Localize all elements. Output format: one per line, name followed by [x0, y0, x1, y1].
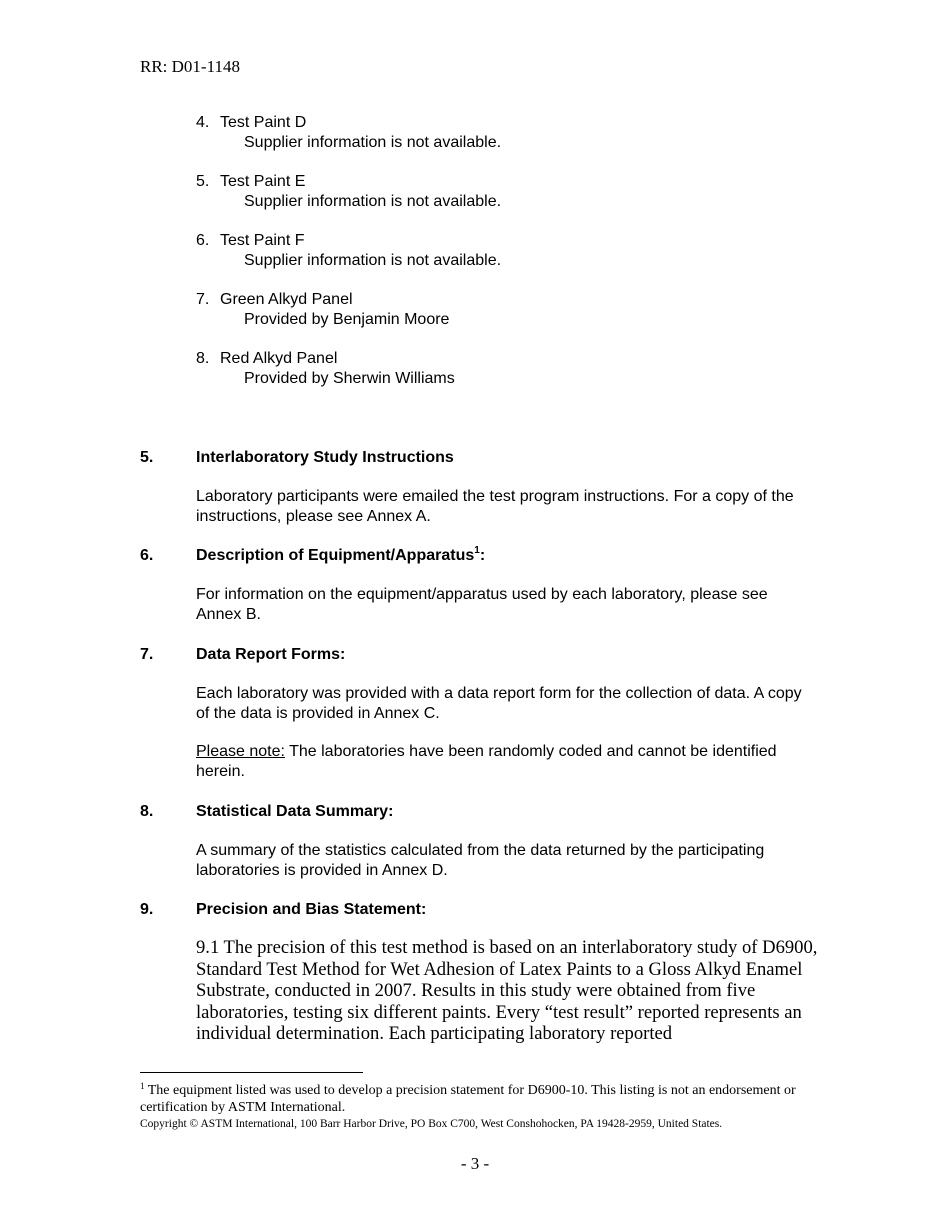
footnote-marker: 1	[140, 1081, 145, 1091]
section-9-body: 9.1 The precision of this test method is based on an interlaboratory study of D6900, Standard Test Method for Wet Adhesion of Latex Paints to a Gloss Alkyd Enamel Substrate, conducted in 2007. Results in this study were obtained from five laboratories, testing six different paints. Every “test result” reported represents an individual determination. Each participating laboratory reported	[196, 937, 818, 1045]
section-8-number: 8.	[140, 803, 154, 820]
section-6-number: 6.	[140, 547, 154, 564]
document-header: RR: D01-1148	[140, 57, 240, 76]
note-body: The laboratories have been randomly coded and cannot be identified herein.	[196, 743, 777, 780]
item-supplier: Provided by Sherwin Williams	[244, 370, 455, 387]
section-8-body: A summary of the statistics calculated from the data returned by the participating laboratories is provided in Annex D.	[196, 842, 765, 879]
item-number: 5.	[196, 173, 210, 190]
section-7-body: Each laboratory was provided with a data report form for the collection of data. A copy of the data is provided in Annex C.	[196, 685, 802, 722]
section-7-title: Data Report Forms:	[196, 646, 346, 663]
item-number: 8.	[196, 350, 210, 367]
section-9-number: 9.	[140, 901, 154, 918]
item-number: 4.	[196, 114, 210, 131]
section-6-title	[196, 546, 485, 566]
item-supplier: Supplier information is not available.	[244, 252, 502, 269]
item-supplier: Supplier information is not available.	[244, 134, 502, 151]
copyright-notice: Copyright © ASTM International, 100 Barr Harbor Drive, PO Box C700, West Conshohocken, PA 19428-2959, United States.	[140, 1118, 723, 1130]
item-title: Red Alkyd Panel	[220, 350, 338, 367]
item-title: Green Alkyd Panel	[220, 291, 353, 308]
item-title: Test Paint D	[220, 114, 307, 131]
section-6-body: For information on the equipment/apparatus used by each laboratory, please see Annex B.	[196, 586, 768, 623]
item-supplier: Supplier information is not available.	[244, 193, 502, 210]
section-8-title: Statistical Data Summary:	[196, 803, 394, 820]
footnote-text: The equipment listed was used to develop a precision statement for D6900-10. This listing is not an endorsement or certification by ASTM International.	[140, 1083, 796, 1115]
section-9-title: Precision and Bias Statement:	[196, 901, 427, 918]
item-supplier: Provided by Benjamin Moore	[244, 311, 450, 328]
item-number: 7.	[196, 291, 210, 308]
section-7-note	[196, 742, 816, 782]
section-5-body: Laboratory participants were emailed the test program instructions. For a copy of the instructions, please see Annex A.	[196, 488, 794, 525]
page-number: - 3 -	[460, 1154, 490, 1173]
item-title: Test Paint E	[220, 173, 306, 190]
section-7-number: 7.	[140, 646, 154, 663]
item-number: 6.	[196, 232, 210, 249]
footnote-reference: 1	[474, 545, 480, 556]
footnote	[140, 1082, 800, 1116]
note-label: Please note:	[196, 743, 285, 760]
section-5-number: 5.	[140, 449, 154, 466]
section-6-title-text: Description of Equipment/Apparatus	[196, 547, 475, 564]
section-5-title: Interlaboratory Study Instructions	[196, 449, 454, 466]
footnote-divider	[140, 1072, 363, 1073]
item-title: Test Paint F	[220, 232, 305, 249]
section-6-title-colon: :	[479, 547, 486, 564]
